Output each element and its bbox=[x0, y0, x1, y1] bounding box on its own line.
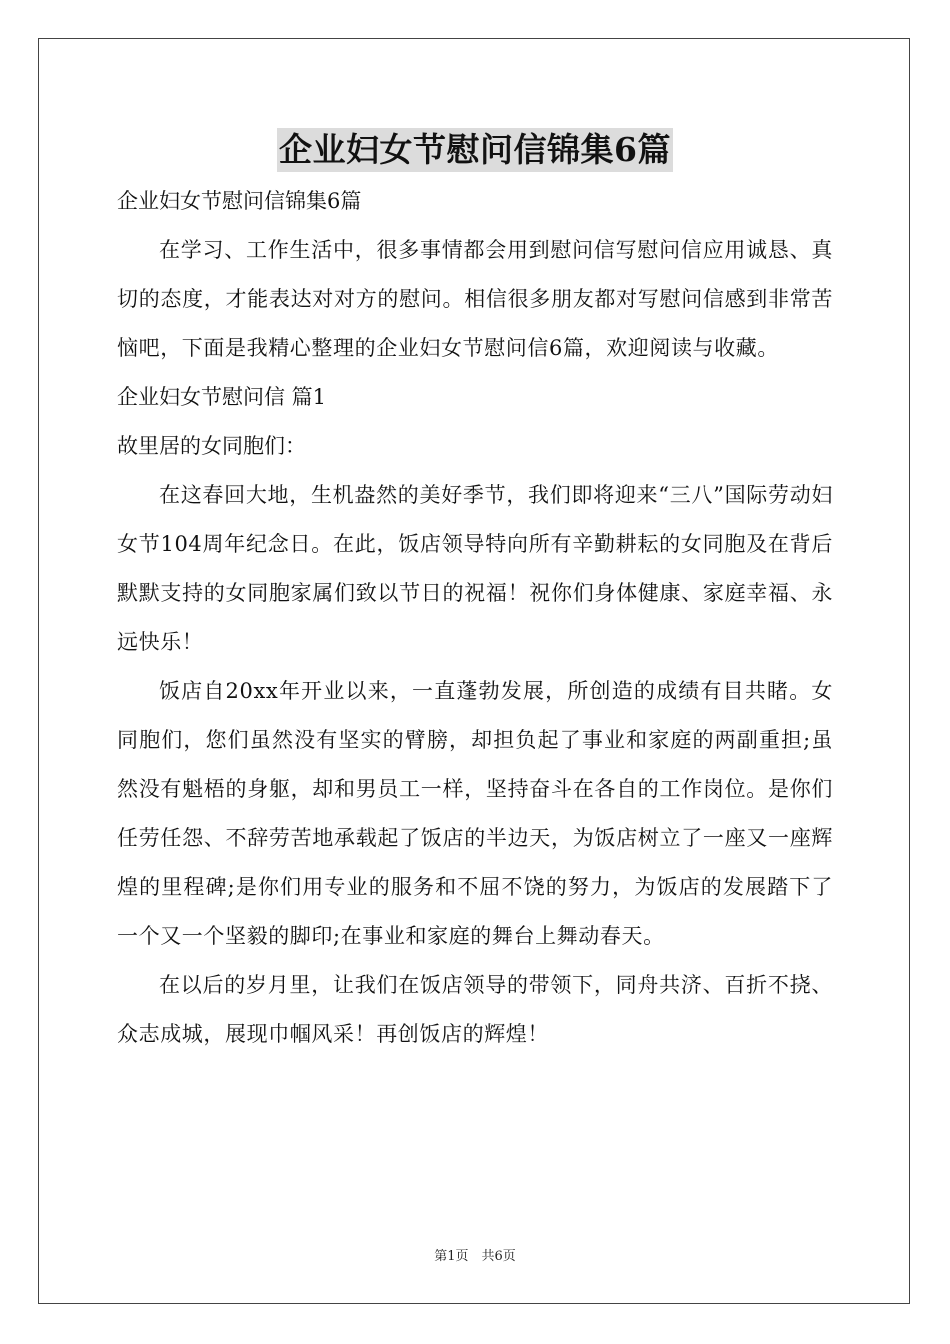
salutation: 故里居的女同胞们： bbox=[117, 434, 306, 458]
body-paragraph: 在以后的岁月里，让我们在饭店领导的带领下，同舟共济、百折不挠、众志成城，展现巾帼风采！再创饭店的辉煌！ bbox=[117, 973, 833, 1046]
document-title: 企业妇女节慰问信锦集6篇 bbox=[277, 128, 673, 172]
document-subtitle: 企业妇女节慰问信锦集6篇 bbox=[117, 189, 362, 213]
body-paragraph: 饭店自20xx年开业以来，一直蓬勃发展，所创造的成绩有目共睹。女同胞们，您们虽然没有坚实的臂膀，却担负起了事业和家庭的两副重担;虽然没有魁梧的身躯，却和男员工一样，坚持奋斗在各自的工作岗位。是你们任劳任怨、不辞劳苦地承载起了饭店的半边天，为饭店树立了一座又一座辉煌的里程碑;是你们用专业的服务和不屈不饶的努力，为饭店的发展踏下了一个又一个坚毅的脚印;在事业和家庭的舞台上舞动春天。 bbox=[117, 679, 833, 948]
section-heading: 企业妇女节慰问信 篇1 bbox=[117, 385, 327, 409]
title-container bbox=[0, 128, 950, 172]
intro-paragraph: 在学习、工作生活中，很多事情都会用到慰问信写慰问信应用诚恳、真切的态度，才能表达对对方的慰问。相信很多朋友都对写慰问信感到非常苦恼吧，下面是我精心整理的企业妇女节慰问信6篇，欢迎阅读与收藏。 bbox=[117, 238, 833, 360]
document-body bbox=[117, 177, 833, 1059]
page-number: 第1页 共6页 bbox=[434, 1249, 516, 1264]
body-paragraph: 在这春回大地，生机盎然的美好季节，我们即将迎来“三八”国际劳动妇女节104周年纪念日。在此，饭店领导特向所有辛勤耕耘的女同胞及在背后默默支持的女同胞家属们致以节日的祝福！祝你们身体健康、家庭幸福、永远快乐！ bbox=[117, 483, 833, 654]
